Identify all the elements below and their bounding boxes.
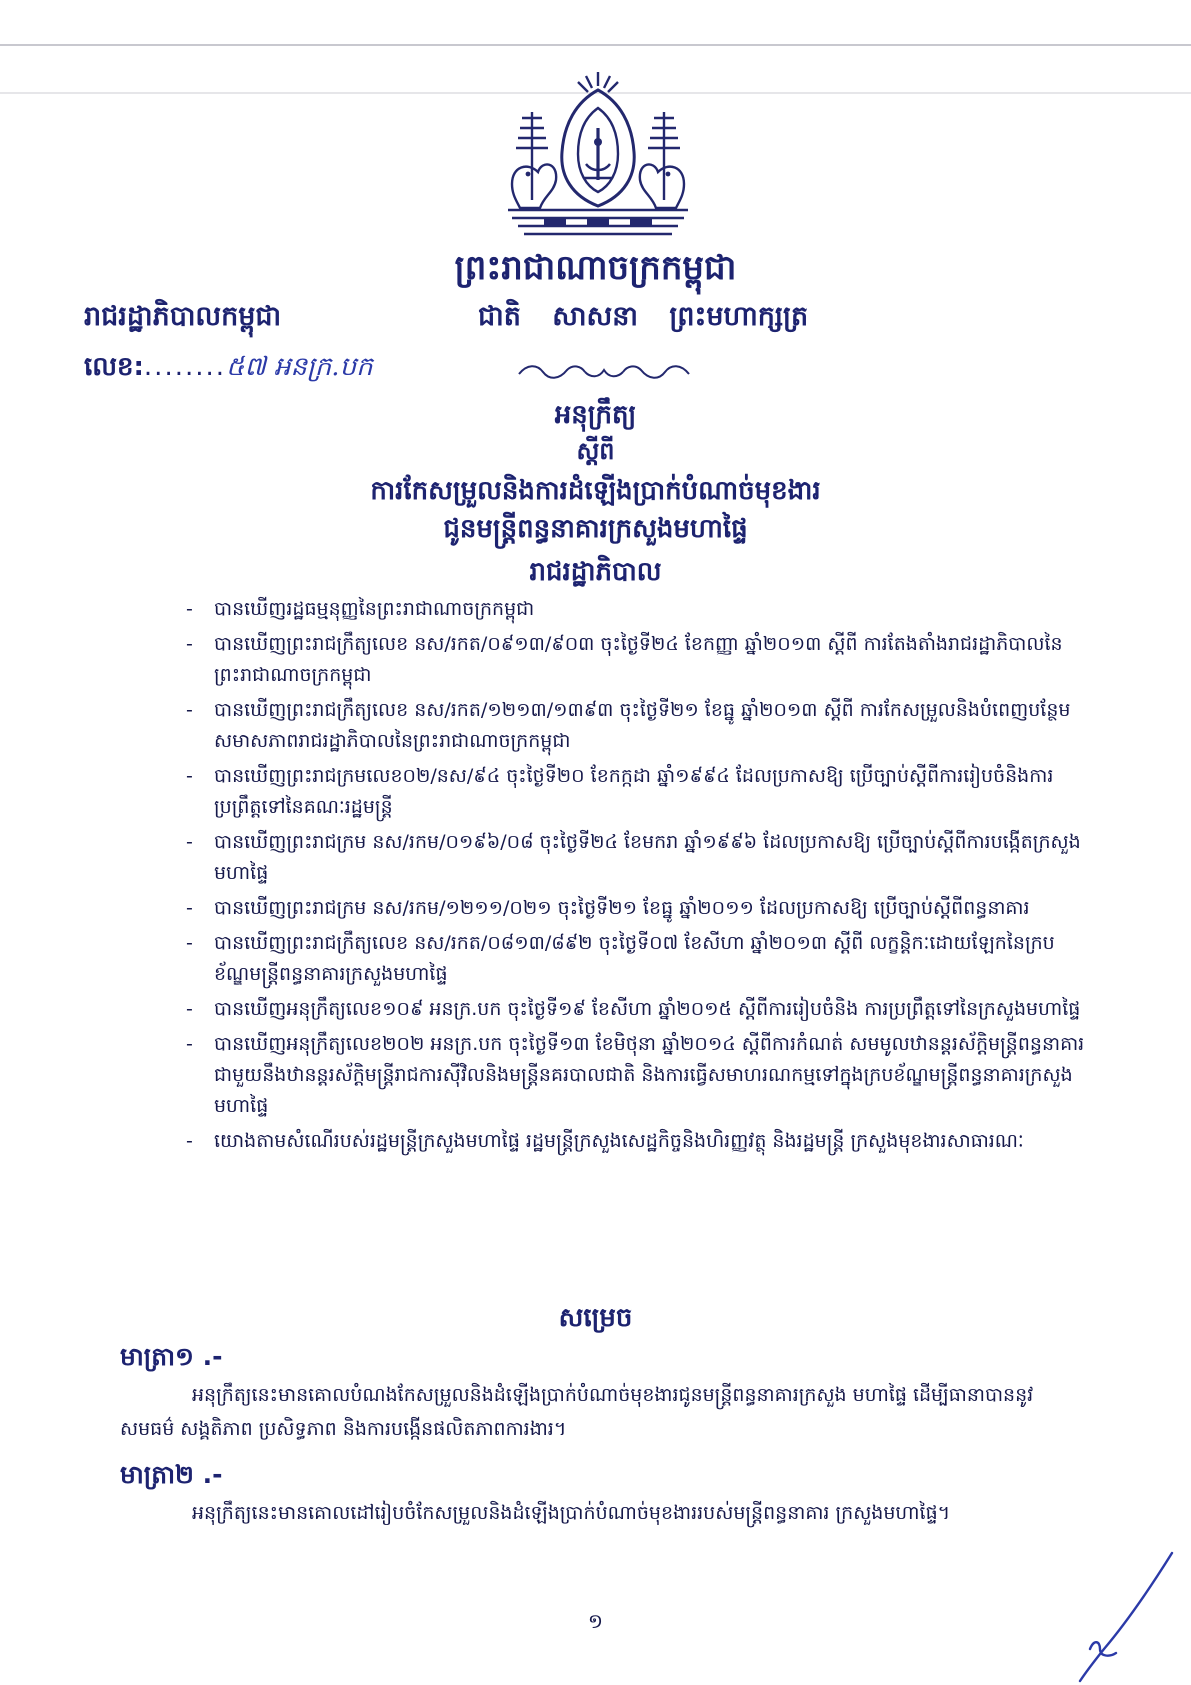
- article-1-body: អនុក្រឹត្យនេះមានគោលបំណងកែសម្រួលនិងដំឡើងប្រាក់បំណាច់មុខងារជូនមន្ត្រីពន្ធនាគារក្រសួង មហាផ្ទៃ ដើម្បីធានាបាននូវសមធម៌ សង្គតិភាព ប្រសិទ្ធភាព និងការបង្កើនផលិតភាពការងារ។: [120, 1384, 1034, 1440]
- reference-label: លេខ:: [84, 352, 144, 382]
- consideration-item: - បានឃើញព្រះរាជក្រម នស/រកម/១២១១/០២១ ចុះថ្ងៃទី២១ ខែធ្នូ ឆ្នាំ២០១១ ដែលប្រកាសឱ្យ ប្រើច្បាប់ស្តីពីពន្ធនាគារ: [186, 893, 1086, 924]
- page-number: ១: [587, 1609, 604, 1633]
- consideration-item: - បានឃើញព្រះរាជក្រឹត្យលេខ នស/រកត/០៨១៣/៨៩២ ចុះថ្ងៃទី០៧ ខែសីហា ឆ្នាំ២០១៣ ស្តីពី លក្ខន្តិកៈដោយឡែកនៃក្របខ័ណ្ឌមន្ត្រីពន្ធនាគារក្រសួងមហាផ្ទៃ: [186, 928, 1086, 990]
- document-subject: [60, 472, 1131, 548]
- consideration-item: - យោងតាមសំណើរបស់រដ្ឋមន្ត្រីក្រសួងមហាផ្ទៃ រដ្ឋមន្ត្រីក្រសួងសេដ្ឋកិច្ចនិងហិរញ្ញវត្ថុ និងរដ្ឋមន្ត្រី ក្រសួងមុខងារសាធារណៈ: [186, 1126, 1086, 1157]
- reference-dots: ........: [143, 352, 227, 382]
- considerations-list: [186, 594, 1086, 1161]
- consideration-item: - បានឃើញអនុក្រឹត្យលេខ១០៩ អនក្រ.បក ចុះថ្ងៃទី១៩ ខែសីហា ឆ្នាំ២០១៥ ស្តីពីការរៀបចំនិង ការប្រព្រឹត្តទៅនៃក្រសួងមហាផ្ទៃ: [186, 994, 1086, 1025]
- royal-coat-of-arms-emblem: [498, 68, 698, 240]
- consideration-item: - បានឃើញព្រះរាជក្រឹត្យលេខ នស/រកត/១២១៣/១៣៩៣ ចុះថ្ងៃទី២១ ខែធ្នូ ឆ្នាំ២០១៣ ស្តីពី ការកែសម្រួលនិងបំពេញបន្ថែមសមាសភាពរាជរដ្ឋាភិបាលនៃព្រះរាជាណាចក្រកម្ពុជា: [186, 695, 1086, 757]
- ornamental-flourish: [515, 362, 693, 382]
- consideration-item: - បានឃើញរដ្ឋធម្មនុញ្ញនៃព្រះរាជាណាចក្រកម្ពុជា: [186, 594, 1086, 625]
- article-1-title: មាត្រា១ .-: [120, 1342, 223, 1371]
- issuer-heading: រាជរដ្ឋាភិបាល: [529, 557, 662, 587]
- consideration-item: - បានឃើញអនុក្រឹត្យលេខ២០២ អនក្រ.បក ចុះថ្ងៃទី១៣ ខែមិថុនា ឆ្នាំ២០១៤ ស្តីពីការកំណត់ សមមូលឋានន្តរស័ក្តិមន្ត្រីពន្ធនាគារជាមួយនឹងឋានន្តរស័ក្តិមន្ត្រីរាជការស៊ីវិលនិងមន្ត្រីនគរបាលជាតិ និងការធ្វើសមាហរណកម្មទៅក្នុងក្របខ័ណ្ឌមន្ត្រីពន្ធនាគារក្រសួងមហាផ្ទៃ: [186, 1029, 1086, 1122]
- reference-number-line: [84, 350, 373, 388]
- decision-heading: សម្រេច: [558, 1303, 633, 1333]
- government-heading: រាជរដ្ឋាភិបាលកម្ពុជា: [84, 301, 282, 332]
- consideration-item: - បានឃើញព្រះរាជក្រឹត្យលេខ នស/រកត/០៩១៣/៩០៣ ចុះថ្ងៃទី២៤ ខែកញ្ញា ឆ្នាំ២០១៣ ស្តីពី ការតែងតាំងរាជរដ្ឋាភិបាលនៃព្រះរាជាណាចក្រកម្ពុជា: [186, 629, 1086, 691]
- article-2-title: មាត្រា២ .-: [120, 1460, 223, 1489]
- reference-handwritten-number: ៥៧ អនក្រ.បក: [226, 352, 373, 382]
- handwritten-signature: [1060, 1545, 1180, 1685]
- kingdom-title: ព្រះរាជាណាចក្រកម្ពុជា: [454, 248, 737, 288]
- document-type-heading: អនុក្រឹត្យ: [554, 400, 637, 430]
- consideration-item: - បានឃើញព្រះរាជក្រម នស/រកម/០១៩៦/០៨ ចុះថ្ងៃទី២៤ ខែមករា ឆ្នាំ១៩៩៦ ដែលប្រកាសឱ្យ ប្រើច្បាប់ស្តីពីការបង្កើតក្រសួងមហាផ្ទៃ: [186, 827, 1086, 889]
- document-subject-line-2: ជូនមន្ត្រីពន្ធនាគារក្រសួងមហាផ្ទៃ: [443, 514, 748, 544]
- document-subject-line-1: ការកែសម្រួលនិងការដំឡើងប្រាក់បំណាច់មុខងារ: [370, 476, 821, 506]
- article-2-body: អនុក្រឹត្យនេះមានគោលដៅរៀបចំកែសម្រួលនិងដំឡើងប្រាក់បំណាច់មុខងាររបស់មន្ត្រីពន្ធនាគារ ក្រសួងមហាផ្ទៃ។: [192, 1502, 951, 1524]
- consideration-item: - បានឃើញព្រះរាជក្រមលេខ០២/នស/៩៤ ចុះថ្ងៃទី២០ ខែកក្កដា ឆ្នាំ១៩៩៤ ដែលប្រកាសឱ្យ ប្រើច្បាប់ស្តីពីការរៀបចំនិងការប្រព្រឹត្តទៅនៃគណៈរដ្ឋមន្ត្រី: [186, 761, 1086, 823]
- document-about-heading: ស្តីពី: [576, 437, 615, 465]
- scan-edge-line-top: [0, 44, 1191, 46]
- national-motto: ជាតិ សាសនា ព្រះមហាក្សត្រ: [478, 301, 809, 332]
